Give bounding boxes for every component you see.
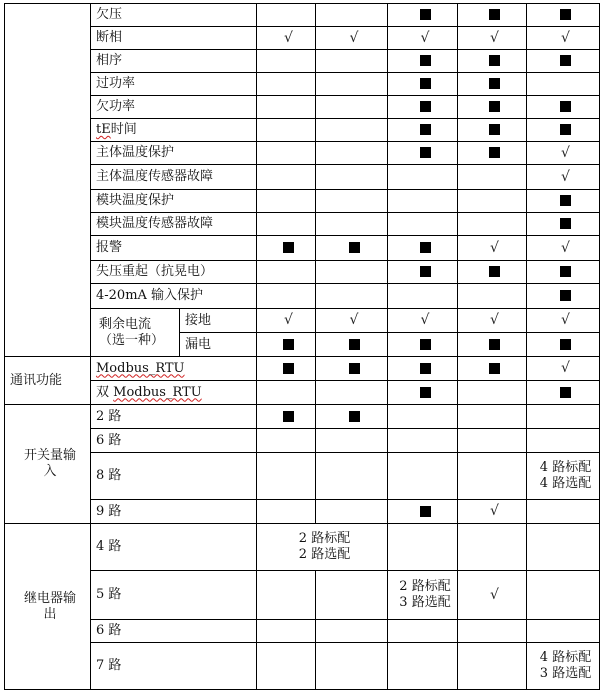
mark-cell — [527, 119, 600, 142]
table-row — [5, 142, 600, 165]
mark-cell — [458, 4, 527, 27]
feature-label-cell — [91, 524, 257, 571]
check-mark: √ — [561, 312, 570, 328]
config-note-line2: 4 路选配 — [539, 476, 592, 491]
mark-cell — [388, 119, 458, 142]
empty-cell — [316, 453, 388, 500]
feature-label-cell — [91, 357, 257, 381]
feature-label: 7 路 — [96, 658, 122, 673]
feature-label-cell — [91, 50, 257, 73]
feature-label: 欠压 — [96, 7, 123, 22]
mark-cell — [388, 142, 458, 165]
feature-label-cell — [91, 73, 257, 96]
empty-cell — [316, 643, 388, 690]
feature-label-cell — [91, 381, 257, 405]
empty-cell — [388, 453, 458, 500]
mark-cell — [458, 429, 527, 453]
filled-square-mark — [420, 101, 431, 112]
table-row — [5, 236, 600, 261]
mark-cell — [458, 119, 527, 142]
mark-cell — [527, 357, 600, 381]
residual-group-line2: （选一种） — [99, 332, 165, 348]
check-mark: √ — [561, 29, 570, 46]
table-row — [5, 381, 600, 405]
filled-square-mark — [420, 506, 431, 517]
filled-square-mark — [420, 55, 431, 66]
mark-cell — [458, 405, 527, 429]
residual-current-group-cell — [91, 309, 180, 357]
check-mark: √ — [284, 29, 293, 46]
feature-label-spell: Modbus_RTU — [96, 360, 185, 376]
filled-square-mark — [420, 266, 431, 277]
config-note-cell — [257, 524, 388, 571]
mark-cell — [316, 190, 388, 213]
filled-square-mark — [560, 290, 571, 301]
filled-square-mark — [489, 363, 500, 374]
check-mark: √ — [349, 312, 359, 328]
filled-square-mark — [349, 339, 360, 350]
feature-label: 失压重起（抗晃电） — [96, 264, 214, 279]
mark-cell — [257, 50, 316, 73]
empty-cell — [458, 643, 527, 690]
mark-cell — [257, 73, 316, 96]
empty-cell — [458, 453, 527, 500]
mark-cell — [458, 333, 527, 357]
check-mark: √ — [420, 29, 430, 46]
mark-cell — [527, 284, 600, 309]
mark-cell — [527, 142, 600, 165]
mark-cell — [388, 50, 458, 73]
feature-label: 5 路 — [96, 587, 122, 602]
check-mark: √ — [561, 144, 570, 161]
mark-cell — [527, 190, 600, 213]
empty-cell — [527, 571, 600, 620]
table-row — [5, 4, 600, 27]
mark-cell — [458, 190, 527, 213]
residual-sub-label-cell — [180, 309, 257, 333]
config-note-cell — [527, 643, 600, 690]
feature-label: 报警 — [96, 240, 123, 255]
category-label-line1: 继电器输 — [23, 590, 76, 606]
check-mark: √ — [490, 239, 499, 256]
mark-cell — [316, 73, 388, 96]
filled-square-mark — [420, 78, 431, 89]
filled-square-mark — [349, 363, 360, 374]
mark-cell — [257, 405, 316, 429]
feature-label-cell — [91, 96, 257, 119]
mark-cell — [257, 381, 316, 405]
config-note-line2: 2 路选配 — [298, 547, 351, 562]
filled-square-mark — [489, 101, 500, 112]
mark-cell — [388, 4, 458, 27]
feature-label-cell — [91, 213, 257, 236]
mark-cell — [257, 142, 316, 165]
filled-square-mark — [420, 387, 431, 398]
check-mark: √ — [561, 360, 570, 376]
config-note-line1: 4 路标配 — [539, 650, 592, 665]
feature-label-cell — [91, 643, 257, 690]
mark-cell — [316, 284, 388, 309]
mark-cell — [527, 50, 600, 73]
mark-cell — [388, 381, 458, 405]
mark-cell — [257, 500, 316, 524]
mark-cell — [257, 429, 316, 453]
mark-cell — [458, 96, 527, 119]
mark-cell — [316, 261, 388, 284]
filled-square-mark — [420, 242, 431, 253]
mark-cell — [388, 429, 458, 453]
feature-label: 模块温度传感器故障 — [96, 216, 214, 231]
check-mark: √ — [490, 29, 499, 46]
mark-cell — [388, 261, 458, 284]
filled-square-mark — [489, 9, 500, 20]
feature-label: 4 路 — [96, 539, 122, 554]
feature-label-cell — [91, 190, 257, 213]
table-row — [5, 50, 600, 73]
mark-cell — [316, 165, 388, 190]
mark-cell — [527, 500, 600, 524]
feature-label-cell — [91, 236, 257, 261]
empty-cell — [388, 643, 458, 690]
mark-cell — [316, 213, 388, 236]
mark-cell — [316, 333, 388, 357]
mark-cell — [257, 119, 316, 142]
mark-cell — [316, 381, 388, 405]
feature-label-cell — [91, 142, 257, 165]
mark-cell — [388, 165, 458, 190]
mark-cell — [257, 284, 316, 309]
filled-square-mark — [489, 147, 500, 158]
feature-label: 断相 — [96, 30, 123, 45]
feature-label: 9 路 — [96, 503, 122, 519]
mark-cell — [388, 309, 458, 333]
mark-cell — [527, 261, 600, 284]
category-label-line2: 出 — [43, 606, 57, 622]
filled-square-mark — [560, 339, 571, 350]
filled-square-mark — [283, 411, 294, 422]
filled-square-mark — [489, 266, 500, 277]
config-note-line2: 3 路选配 — [399, 595, 451, 610]
mark-cell — [458, 142, 527, 165]
table-row — [5, 429, 600, 453]
mark-cell — [316, 50, 388, 73]
empty-cell — [527, 620, 600, 643]
mark-cell — [316, 27, 388, 50]
mark-cell — [527, 405, 600, 429]
feature-label: 6 路 — [96, 623, 122, 638]
filled-square-mark — [489, 339, 500, 350]
mark-cell — [527, 333, 600, 357]
residual-group-line1: 剩余电流 — [99, 316, 152, 332]
filled-square-mark — [420, 363, 431, 374]
feature-label: 8 路 — [96, 468, 122, 483]
mark-cell — [388, 500, 458, 524]
filled-square-mark — [420, 124, 431, 135]
table-row — [5, 571, 600, 620]
empty-cell — [527, 524, 600, 571]
empty-cell — [458, 524, 527, 571]
mark-cell — [458, 571, 527, 620]
mark-cell — [316, 500, 388, 524]
mark-cell — [257, 27, 316, 50]
config-note-line1: 4 路标配 — [539, 460, 592, 475]
mark-cell — [458, 381, 527, 405]
mark-cell — [388, 357, 458, 381]
feature-label-cell — [91, 500, 257, 524]
mark-cell — [257, 309, 316, 333]
empty-cell — [257, 571, 316, 620]
category-label-line2: 入 — [43, 464, 57, 479]
mark-cell — [388, 213, 458, 236]
feature-label: 4-20mA 输入保护 — [96, 288, 204, 303]
feature-label-cell — [91, 261, 257, 284]
mark-cell — [458, 27, 527, 50]
table-body — [5, 4, 600, 690]
table-row — [5, 453, 600, 500]
table-row — [5, 357, 600, 381]
mark-cell — [527, 213, 600, 236]
empty-cell — [388, 524, 458, 571]
mark-cell — [388, 405, 458, 429]
table-row — [5, 524, 600, 571]
mark-cell — [388, 190, 458, 213]
filled-square-mark — [420, 339, 431, 350]
mark-cell — [316, 4, 388, 27]
table-row — [5, 620, 600, 643]
mark-cell — [458, 284, 527, 309]
mark-cell — [458, 236, 527, 261]
table-row — [5, 119, 600, 142]
filled-square-mark — [560, 9, 571, 20]
empty-cell — [316, 620, 388, 643]
feature-label: 过功率 — [96, 76, 136, 91]
mark-cell — [458, 213, 527, 236]
mark-cell — [527, 165, 600, 190]
feature-label-cell — [91, 405, 257, 429]
filled-square-mark — [489, 124, 500, 135]
config-note-line1: 2 路标配 — [298, 531, 351, 546]
check-mark: √ — [561, 239, 570, 256]
feature-label: 主体温度传感器故障 — [96, 169, 214, 184]
protection-category-cell — [5, 4, 91, 357]
check-mark: √ — [490, 586, 499, 603]
mark-cell — [388, 333, 458, 357]
mark-cell — [316, 405, 388, 429]
table-row — [5, 73, 600, 96]
mark-cell — [257, 96, 316, 119]
mark-cell — [257, 190, 316, 213]
empty-cell — [257, 453, 316, 500]
empty-cell — [316, 571, 388, 620]
mark-cell — [316, 142, 388, 165]
feature-label-cell — [91, 453, 257, 500]
table-row — [5, 96, 600, 119]
comm-category-cell — [5, 357, 91, 405]
check-mark: √ — [490, 503, 499, 519]
feature-label: 2 路 — [96, 408, 122, 424]
feature-label-cell — [91, 165, 257, 190]
table-row — [5, 213, 600, 236]
mark-cell — [316, 357, 388, 381]
config-note-line2: 3 路选配 — [539, 666, 592, 681]
feature-label: 欠功率 — [96, 99, 136, 114]
filled-square-mark — [349, 242, 360, 253]
filled-square-mark — [283, 339, 294, 350]
mark-cell — [458, 165, 527, 190]
empty-cell — [257, 643, 316, 690]
mark-cell — [388, 96, 458, 119]
filled-square-mark — [560, 266, 571, 277]
feature-label-prefix: 双 — [96, 384, 114, 400]
mark-cell — [388, 284, 458, 309]
filled-square-mark — [489, 55, 500, 66]
mark-cell — [527, 4, 600, 27]
mark-cell — [257, 165, 316, 190]
mark-cell — [458, 500, 527, 524]
filled-square-mark — [560, 218, 571, 229]
table-row — [5, 284, 600, 309]
mark-cell — [257, 213, 316, 236]
filled-square-mark — [283, 242, 294, 253]
feature-label: 6 路 — [96, 432, 122, 448]
feature-label: 漏电 — [185, 336, 212, 352]
feature-label: 接地 — [185, 312, 212, 328]
filled-square-mark — [560, 195, 571, 206]
feature-label-cell — [91, 620, 257, 643]
config-note-cell — [388, 571, 458, 620]
table-row — [5, 309, 600, 333]
filled-square-mark — [560, 124, 571, 135]
mark-cell — [458, 261, 527, 284]
mark-cell — [458, 309, 527, 333]
filled-square-mark — [349, 411, 360, 422]
mark-cell — [316, 429, 388, 453]
mark-cell — [527, 96, 600, 119]
mark-cell — [257, 357, 316, 381]
mark-cell — [527, 309, 600, 333]
table-row — [5, 27, 600, 50]
feature-label: 模块温度保护 — [96, 193, 175, 208]
feature-spec-table — [4, 3, 600, 690]
feature-label-cell — [91, 571, 257, 620]
table-row — [5, 643, 600, 690]
empty-cell — [257, 620, 316, 643]
mark-cell — [527, 236, 600, 261]
check-mark: √ — [284, 312, 293, 328]
mark-cell — [527, 381, 600, 405]
mark-cell — [316, 119, 388, 142]
feature-label-cell — [91, 284, 257, 309]
feature-label-cell — [91, 429, 257, 453]
feature-label: 时间 — [110, 122, 137, 137]
feature-label-cell — [91, 27, 257, 50]
mark-cell — [527, 73, 600, 96]
feature-label: 相序 — [96, 53, 123, 68]
filled-square-mark — [560, 55, 571, 66]
feature-label-spell: Modbus_RTU — [113, 384, 202, 400]
check-mark: √ — [490, 312, 499, 328]
table-row — [5, 261, 600, 284]
feature-label-cell — [91, 119, 257, 142]
config-note-cell — [527, 453, 600, 500]
mark-cell — [257, 236, 316, 261]
mark-cell — [388, 236, 458, 261]
mark-cell — [388, 73, 458, 96]
check-mark: √ — [420, 312, 430, 328]
empty-cell — [458, 620, 527, 643]
table-row — [5, 405, 600, 429]
mark-cell — [458, 50, 527, 73]
table-row — [5, 500, 600, 524]
mark-cell — [257, 4, 316, 27]
relay-category-cell — [5, 524, 91, 690]
mark-cell — [458, 73, 527, 96]
mark-cell — [316, 309, 388, 333]
check-mark: √ — [561, 168, 570, 185]
empty-cell — [388, 620, 458, 643]
filled-square-mark — [420, 147, 431, 158]
mark-cell — [527, 429, 600, 453]
feature-label: 主体温度保护 — [96, 145, 175, 160]
filled-square-mark — [489, 78, 500, 89]
mark-cell — [527, 27, 600, 50]
table-row — [5, 165, 600, 190]
mark-cell — [257, 261, 316, 284]
table-row — [5, 190, 600, 213]
mark-cell — [388, 27, 458, 50]
residual-sub-label-cell — [180, 333, 257, 357]
mark-cell — [257, 333, 316, 357]
mark-cell — [458, 357, 527, 381]
filled-square-mark — [560, 387, 571, 398]
category-label-line1: 开关量输 — [23, 448, 76, 463]
feature-label-cell — [91, 4, 257, 27]
filled-square-mark — [420, 9, 431, 20]
di-category-cell — [5, 405, 91, 524]
feature-label-spell: tE — [96, 122, 111, 137]
mark-cell — [316, 96, 388, 119]
category-label: 通讯功能 — [10, 372, 63, 388]
check-mark: √ — [349, 29, 359, 46]
mark-cell — [316, 236, 388, 261]
filled-square-mark — [560, 101, 571, 112]
filled-square-mark — [283, 363, 294, 374]
config-note-line1: 2 路标配 — [399, 579, 451, 594]
